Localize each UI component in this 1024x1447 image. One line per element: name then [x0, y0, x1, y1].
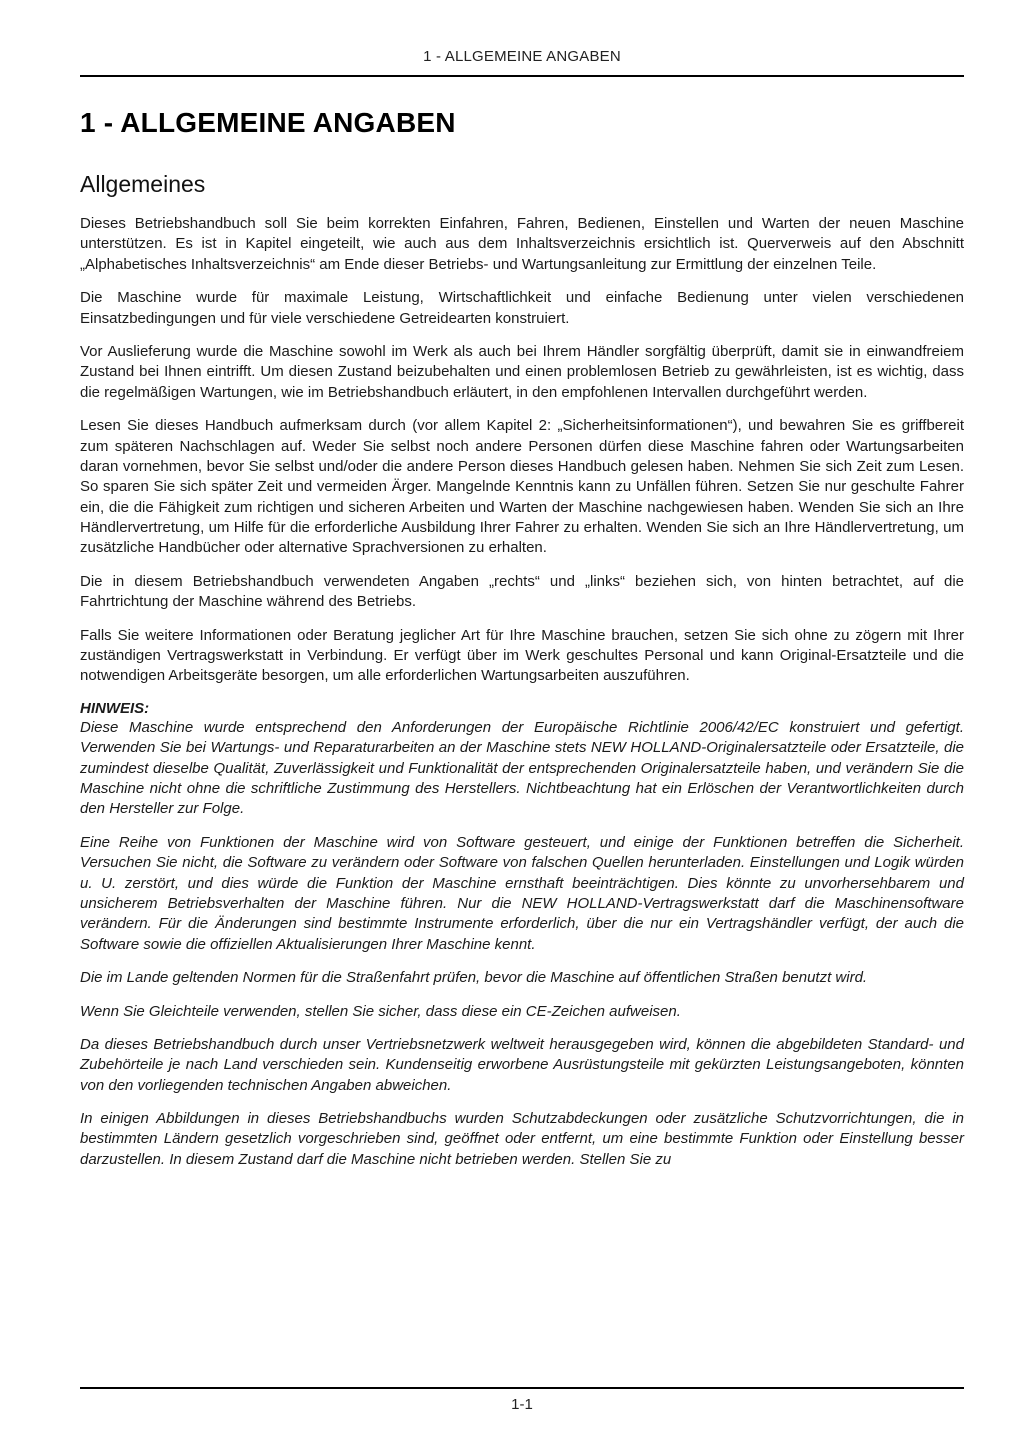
chapter-title: 1 - ALLGEMEINE ANGABEN [80, 107, 456, 138]
page-footer [80, 1387, 964, 1413]
running-header: 1 - ALLGEMEINE ANGABEN [423, 48, 621, 65]
footer-rule [80, 1387, 964, 1389]
note-paragraph-5: Da dieses Betriebshandbuch durch unser Vertriebsnetzwerk weltweit herausgegeben wird, können die abgebildeten Standard- und Zubehörteile je nach Land verschieden sein. Kundenseitig erworbene Ausrüstungsteile mit gekürzten Leistungsangeboten, könnten von den vorliegenden technischen Angaben abweichen. [80, 1035, 964, 1094]
note-paragraph-4: Wenn Sie Gleichteile verwenden, stellen Sie sicher, dass diese ein CE-Zeichen aufweisen. [80, 1002, 681, 1020]
note-paragraph-6: In einigen Abbildungen in dieses Betriebshandbuchs wurden Schutzabdeckungen oder zusätzliche Schutzvorrichtungen, die in bestimmten Ländern gesetzlich vorgeschrieben sind, geöffnet oder entfernt, um eine bestimmte Funktion oder Einstellung besser darzustellen. In diesem Zustand darf die Maschine nicht betrieben werden. Stellen Sie zu [80, 1110, 964, 1168]
page-number: 1-1 [511, 1396, 533, 1413]
body-copy [80, 214, 964, 1170]
body-paragraph-3: Vor Auslieferung wurde die Maschine sowohl im Werk als auch bei Ihrem Händler sorgfältig überprüft, damit sie in einwandfreiem Zustand bei Ihnen eintrifft. Um diesen Zustand beizubehalten und einen problemlosen Betrieb zu gewährleisten, ist es wichtig, dass die regelmäßigen Wartungen, wie im Betriebshandbuch erläutert, in den empfohlenen Intervallen durchgeführt werden. [80, 342, 964, 401]
note-block [80, 718, 964, 1170]
note-label: HINWEIS: [80, 699, 150, 717]
body-paragraph-1: Dieses Betriebshandbuch soll Sie beim korrekten Einfahren, Fahren, Bedienen, Einstellen und Warten der neuen Maschine unterstützen. Es ist in Kapitel eingeteilt, wie auch aus dem Inhaltsverzeichnis ersichtlich ist. Querverweis auf den Abschnitt „Alphabetisches Inhaltsverzeichnis“ am Ende dieser Betriebs- und Wartungsanleitung zur Ermittlung der einzelnen Teile. [80, 215, 964, 273]
body-paragraph-4: Lesen Sie dieses Handbuch aufmerksam durch (vor allem Kapitel 2: „Sicherheitsinformationen“), und bewahren Sie es griffbereit zum späteren Nachschlagen auf. Weder Sie selbst noch andere Personen dürfen diese Maschine fahren oder Wartungsarbeiten daran vornehmen, bevor Sie selbst und/oder die andere Person dieses Handbuch gelesen haben. Nehmen Sie sich Zeit zum Lesen. So sparen Sie sich später Zeit und vermeiden Ärger. Mangelnde Kenntnis kann zu Unfällen führen. Setzen Sie nur geschulte Fahrer ein, die die Fähigkeit zum richtigen und sicheren Arbeiten und Warten der Maschine nachgewiesen haben. Wenden Sie sich an Ihre Händlervertretung, um Hilfe für die erforderliche Ausbildung Ihrer Fahrer zu erhalten. Wenden Sie sich an Ihre Händlervertretung, um zusätzliche Handbücher oder alternative Sprachversionen zu erhalten. [80, 417, 964, 557]
body-paragraph-6: Falls Sie weitere Informationen oder Beratung jeglicher Art für Ihre Maschine brauchen, setzen Sie sich ohne zu zögern mit Ihrer zuständigen Vertragswerkstatt in Verbindung. Er verfügt über im Werk geschultes Personal und kann Original-Ersatzteile und die notwendigen Arbeitsgeräte besorgen, um alle erforderlichen Wartungsarbeiten auszuführen. [80, 626, 964, 685]
header-rule [80, 75, 964, 77]
note-paragraph-3: Die im Lande geltenden Normen für die Straßenfahrt prüfen, bevor die Maschine auf öffentlichen Straßen benutzt wird. [80, 969, 868, 987]
section-title: Allgemeines [80, 171, 206, 197]
body-paragraph-2: Die Maschine wurde für maximale Leistung, Wirtschaftlichkeit und einfache Bedienung unter vielen verschiedenen Einsatzbedingungen und für viele verschiedene Getreidearten konstruiert. [80, 289, 964, 327]
body-paragraph-5: Die in diesem Betriebshandbuch verwendeten Angaben „rechts“ und „links“ beziehen sich, von hinten betrachtet, auf die Fahrtrichtung der Maschine während des Betriebs. [80, 572, 964, 611]
note-paragraph-1: Diese Maschine wurde entsprechend den Anforderungen der Europäische Richtlinie 2006/42/EC konstruiert und gefertigt. Verwenden Sie bei Wartungs- und Reparaturarbeiten an der Maschine stets NEW HOLLAND-Originalersatzteile oder Ersatzteile, die zumindest dieselbe Qualität, Zuverlässigkeit und Funktionalität der entsprechenden Originalersatzteile haben, und verändern Sie die Maschine nicht ohne die schriftliche Zustimmung des Herstellers. Nichtbeachtung hat ein Erlöschen der Verantwortlichkeiten durch den Hersteller zur Folge. [80, 718, 964, 818]
note-paragraph-2: Eine Reihe von Funktionen der Maschine wird von Software gesteuert, und einige der Funktionen betreffen die Sicherheit. Versuchen Sie nicht, die Software zu verändern oder Software von falschen Quellen herunterladen. Einstellungen und Logik würden u. U. zerstört, und dies würde die Funktion der Maschine ernsthaft beeinträchtigen. Dies könnte zu unvorhersehbarem und unsicherem Betriebsverhalten der Maschine führen. Nur die NEW HOLLAND-Vertragswerkstatt darf die Maschinensoftware verändern. Für die Änderungen sind bestimmte Instrumente erforderlich, über die nur ein Vertragshändler verfügt, der auch die Software sowie die offiziellen Aktualisierungen Ihrer Maschine kennt. [80, 833, 964, 953]
